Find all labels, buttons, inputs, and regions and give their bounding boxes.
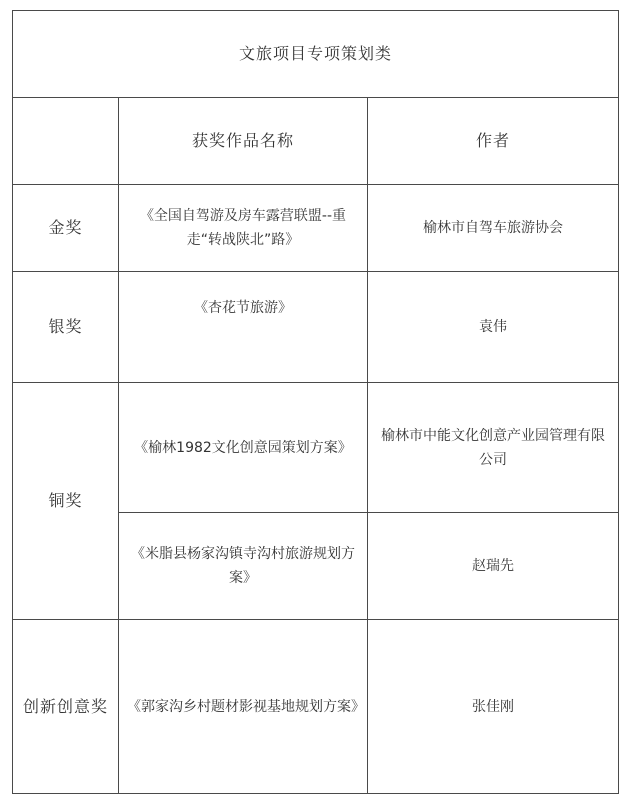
award-label-gold: 金奖 <box>13 185 119 272</box>
award-label-bronze: 铜奖 <box>13 383 119 620</box>
award-label-silver: 银奖 <box>13 272 119 383</box>
table-row <box>13 272 619 383</box>
table-title: 文旅项目专项策划类 <box>13 11 619 98</box>
work-name-cell: 《杏花节旅游》 <box>119 272 368 383</box>
work-name-cell: 《郭家沟乡村题材影视基地规划方案》 <box>119 620 368 794</box>
header-award <box>13 98 119 185</box>
header-row <box>13 98 619 185</box>
author-cell: 袁伟 <box>368 272 619 383</box>
table-row <box>13 383 619 513</box>
award-table <box>12 10 619 794</box>
table-row <box>13 620 619 794</box>
author-cell: 榆林市中能文化创意产业园管理有限公司 <box>368 383 619 513</box>
author-cell: 张佳刚 <box>368 620 619 794</box>
table-row <box>13 185 619 272</box>
work-name-cell: 《米脂县杨家沟镇寺沟村旅游规划方案》 <box>119 513 368 620</box>
award-label-innovation: 创新创意奖 <box>13 620 119 794</box>
author-cell: 榆林市自驾车旅游协会 <box>368 185 619 272</box>
author-cell: 赵瑞先 <box>368 513 619 620</box>
header-author: 作者 <box>368 98 619 185</box>
work-name-cell: 《榆林1982文化创意园策划方案》 <box>119 383 368 513</box>
title-row <box>13 11 619 98</box>
header-work-name: 获奖作品名称 <box>119 98 368 185</box>
work-name-cell: 《全国自驾游及房车露营联盟--重走“转战陕北”路》 <box>119 185 368 272</box>
